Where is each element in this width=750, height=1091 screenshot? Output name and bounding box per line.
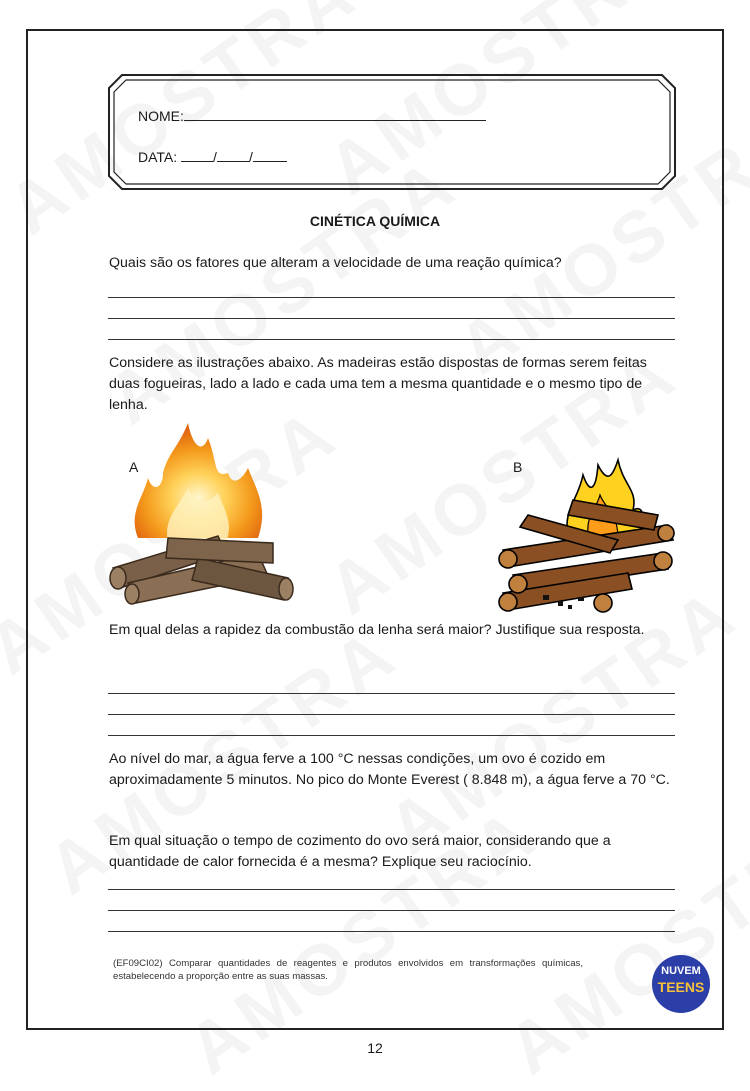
image-label-b: B — [513, 459, 523, 475]
name-field — [138, 108, 486, 124]
nuvem-teens-logo — [652, 955, 710, 1013]
answer-line[interactable] — [108, 714, 675, 715]
page-title: CINÉTICA QUÍMICA — [309, 213, 441, 229]
answer-line[interactable] — [108, 735, 675, 736]
answer-line[interactable] — [108, 910, 675, 911]
page-number: 12 — [367, 1040, 383, 1056]
header-box — [108, 74, 676, 190]
answer-line[interactable] — [108, 339, 675, 340]
footnote-skill: (EF09CI02) Comparar quantidades de reagentes e produtos envolvidos em transformações químicas, estabelecendo a proporção entre as suas massas. — [113, 958, 583, 982]
date-day-blank[interactable] — [181, 149, 213, 162]
answer-line[interactable] — [108, 889, 675, 890]
date-field — [138, 149, 287, 165]
answer-line[interactable] — [108, 931, 675, 932]
date-year-blank[interactable] — [253, 149, 287, 162]
header-border — [108, 74, 676, 190]
campfire-b-image — [498, 455, 678, 617]
answer-line[interactable] — [108, 693, 675, 694]
answer-line[interactable] — [108, 297, 675, 298]
date-separator: / — [248, 149, 253, 165]
question-3b: Em qual situação o tempo de cozimento do ovo será maior, considerando que a quantidade de calor fornecida é a mesma? Explique seu raciocínio. — [109, 833, 611, 870]
question-2b: Em qual delas a rapidez da combustão da lenha será maior? Justifique sua resposta. — [109, 622, 645, 638]
logo-line-2: TEENS — [657, 979, 705, 995]
image-label-a: A — [129, 459, 139, 475]
name-label: NOME: — [138, 108, 184, 124]
question-3: Ao nível do mar, a água ferve a 100 °C nessas condições, um ovo é cozido em aproximadamente 5 minutos. No pico do Monte Everest ( 8.848 m), a água ferve a 70 °C. — [109, 751, 670, 788]
date-separator: / — [213, 149, 217, 165]
answer-line[interactable] — [108, 318, 675, 319]
campfire-a-image — [108, 418, 300, 608]
question-2: Considere as ilustrações abaixo. As madeiras estão dispostas de formas serem feitas duas fogueiras, lado a lado e cada uma tem a mesma quantidade e o mesmo tipo de lenha. — [109, 355, 647, 413]
date-month-blank[interactable] — [217, 149, 249, 162]
question-1: Quais são os fatores que alteram a velocidade de uma reação química? — [109, 255, 562, 271]
name-blank[interactable] — [184, 108, 486, 121]
logo-line-1: NUVEM — [661, 965, 701, 977]
date-label: DATA: — [138, 149, 178, 165]
